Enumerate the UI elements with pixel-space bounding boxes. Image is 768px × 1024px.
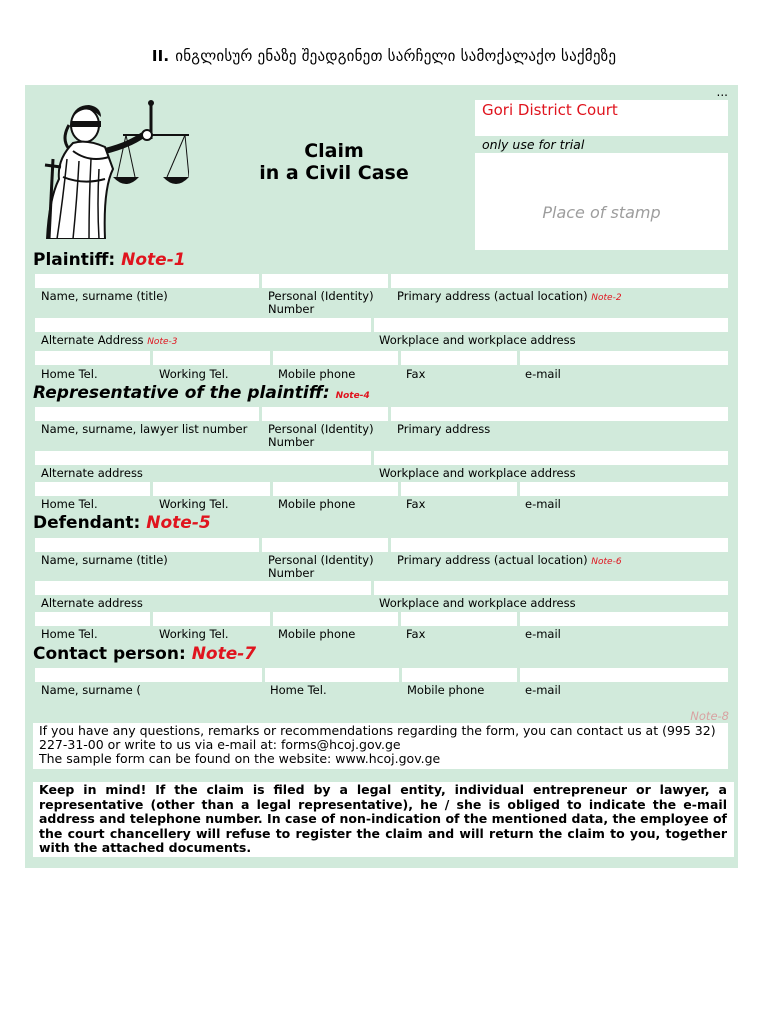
representative-alt-address-label: Alternate address [41, 466, 143, 480]
note-8[interactable]: Note-8 [690, 709, 729, 723]
plaintiff-work-tel-label: Working Tel. [159, 367, 229, 381]
plaintiff-email-field[interactable] [520, 351, 728, 365]
contact-home-tel-field[interactable] [265, 668, 399, 682]
contact-title: Contact person: [33, 644, 186, 664]
form-title-line2: in a Civil Case [259, 162, 409, 184]
plaintiff-workplace-label: Workplace and workplace address [379, 333, 576, 347]
plaintiff-name-field[interactable] [35, 274, 259, 288]
court-name-field[interactable] [475, 100, 728, 136]
court-name: Gori District Court [482, 101, 618, 119]
contact-home-tel-label: Home Tel. [270, 683, 327, 697]
plaintiff-name-label: Name, surname (title) [41, 289, 168, 303]
plaintiff-alt-address-label [41, 334, 177, 349]
contact-mobile-field[interactable] [402, 668, 517, 682]
defendant-home-tel-label: Home Tel. [41, 627, 98, 641]
info-website-text: The sample form can be found on the website: www.hcoj.gov.ge [39, 751, 441, 766]
representative-fax-label: Fax [406, 497, 426, 511]
representative-fax-field[interactable] [401, 482, 517, 496]
contact-name-label: Name, surname ( [41, 683, 141, 697]
contact-heading [33, 644, 256, 664]
defendant-address-label-text: Primary address (actual location) [397, 553, 588, 567]
stamp-area [475, 153, 728, 250]
plaintiff-mobile-field[interactable] [273, 351, 398, 365]
form-title-line1: Claim [304, 140, 364, 162]
representative-id-label: Personal (Identity) Number [268, 422, 374, 449]
representative-workplace-field[interactable] [374, 451, 728, 465]
defendant-heading [33, 513, 211, 533]
representative-email-field[interactable] [520, 482, 728, 496]
plaintiff-alt-address-label-text: Alternate Address [41, 333, 144, 347]
defendant-email-field[interactable] [520, 612, 728, 626]
defendant-address-label [397, 554, 622, 569]
representative-home-tel-field[interactable] [35, 482, 150, 496]
plaintiff-email-label: e-mail [525, 367, 561, 381]
warning-box [33, 782, 734, 857]
page-heading [0, 47, 768, 65]
plaintiff-home-tel-label: Home Tel. [41, 367, 98, 381]
plaintiff-work-tel-field[interactable] [153, 351, 270, 365]
plaintiff-note[interactable]: Note-1 [121, 250, 186, 270]
representative-work-tel-label: Working Tel. [159, 497, 229, 511]
plaintiff-alt-address-note[interactable]: Note-3 [147, 337, 178, 347]
plaintiff-address-label-text: Primary address (actual location) [397, 289, 588, 303]
defendant-fax-label: Fax [406, 627, 426, 641]
representative-title: Representative of the plaintiff: [33, 383, 330, 403]
representative-heading [33, 383, 370, 403]
defendant-id-field[interactable] [262, 538, 388, 552]
form-title [229, 140, 439, 184]
defendant-fax-field[interactable] [401, 612, 517, 626]
contact-email-label: e-mail [525, 683, 561, 697]
plaintiff-address-note[interactable]: Note-2 [591, 293, 622, 303]
contact-note[interactable]: Note-7 [191, 644, 257, 664]
representative-alt-address-field[interactable] [35, 451, 371, 465]
defendant-name-label: Name, surname (title) [41, 553, 168, 567]
defendant-note[interactable]: Note-5 [146, 513, 211, 533]
defendant-mobile-label: Mobile phone [278, 627, 356, 641]
representative-address-label: Primary address [397, 422, 491, 436]
plaintiff-title: Plaintiff: [33, 250, 116, 270]
plaintiff-address-label [397, 290, 622, 305]
plaintiff-mobile-label: Mobile phone [278, 367, 356, 381]
plaintiff-alt-address-field[interactable] [35, 318, 371, 332]
defendant-title: Defendant: [33, 513, 141, 533]
defendant-alt-address-field[interactable] [35, 581, 371, 595]
info-contact-text: If you have any questions, remarks or recommendations regarding the form, you can contact us at (995 32) 227-31-00 or write to us via e-mail at: forms@hcoj.gov.ge [39, 723, 716, 752]
representative-mobile-field[interactable] [273, 482, 398, 496]
defendant-work-tel-label: Working Tel. [159, 627, 229, 641]
claim-form [25, 85, 738, 868]
representative-home-tel-label: Home Tel. [41, 497, 98, 511]
representative-name-field[interactable] [35, 407, 259, 421]
defendant-address-field[interactable] [391, 538, 728, 552]
info-box [33, 723, 728, 769]
plaintiff-workplace-field[interactable] [374, 318, 728, 332]
contact-email-field[interactable] [520, 668, 728, 682]
representative-workplace-label: Workplace and workplace address [379, 466, 576, 480]
defendant-name-field[interactable] [35, 538, 259, 552]
representative-address-field[interactable] [391, 407, 728, 421]
plaintiff-fax-field[interactable] [401, 351, 517, 365]
representative-email-label: e-mail [525, 497, 561, 511]
lady-justice-icon [39, 99, 189, 239]
heading-number: II. [151, 47, 170, 65]
representative-mobile-label: Mobile phone [278, 497, 356, 511]
defendant-id-label: Personal (Identity) Number [268, 553, 374, 580]
plaintiff-heading [33, 250, 186, 270]
representative-id-field[interactable] [262, 407, 388, 421]
defendant-address-note[interactable]: Note-6 [591, 557, 622, 567]
plaintiff-home-tel-field[interactable] [35, 351, 150, 365]
contact-mobile-label: Mobile phone [407, 683, 485, 697]
plaintiff-id-label: Personal (Identity) Number [268, 289, 374, 316]
defendant-home-tel-field[interactable] [35, 612, 150, 626]
stamp-placeholder: Place of stamp [542, 203, 661, 222]
warning-text: Keep in mind! If the claim is filed by a legal entity, individual entrepreneur or lawyer, a representative (other than a legal representative), he / she is obliged to indicate the e-mail address and telephone number. In case of non-indication of the mentioned data, the employee of the court chancellery will refuse to register the claim and will return the claim to you, together with the attached documents. [39, 782, 727, 855]
contact-name-field[interactable] [35, 668, 262, 682]
plaintiff-id-field[interactable] [262, 274, 388, 288]
heading-text: ინგლისურ ენაზე შეადგინეთ სარჩელი სამოქალაქო საქმეზე [175, 47, 617, 65]
representative-note[interactable]: Note-4 [335, 391, 370, 401]
defendant-email-label: e-mail [525, 627, 561, 641]
plaintiff-address-field[interactable] [391, 274, 728, 288]
defendant-alt-address-label: Alternate address [41, 596, 143, 610]
defendant-work-tel-field[interactable] [153, 612, 270, 626]
representative-work-tel-field[interactable] [153, 482, 270, 496]
plaintiff-fax-label: Fax [406, 367, 426, 381]
trial-note: only use for trial [482, 137, 585, 152]
representative-name-label: Name, surname, lawyer list number [41, 422, 248, 436]
defendant-workplace-label: Workplace and workplace address [379, 596, 576, 610]
more-dots: ... [716, 85, 728, 99]
defendant-workplace-field[interactable] [374, 581, 728, 595]
defendant-mobile-field[interactable] [273, 612, 398, 626]
